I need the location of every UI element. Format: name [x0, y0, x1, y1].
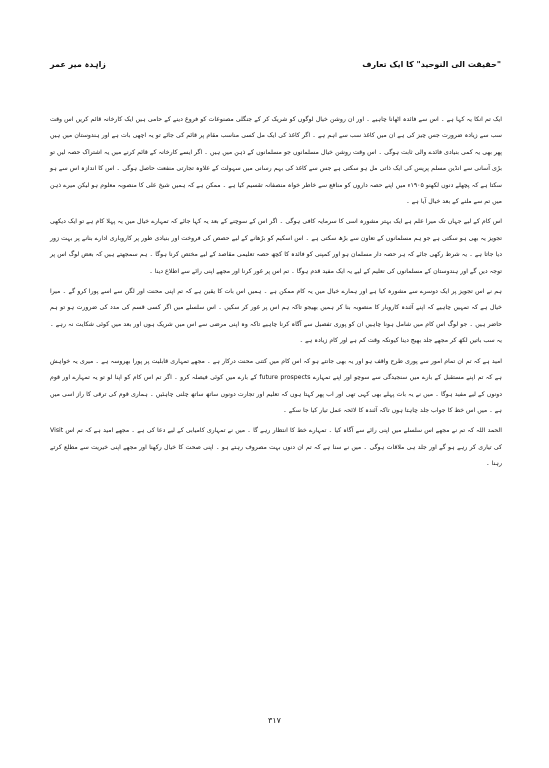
header-title: "حقیقت الی النوحید" کا ایک تعارف: [362, 60, 501, 69]
paragraph-3: ہم نے اس تجویز پر ایک دوسرے سے مشورہ کیا ہے اور ہمارے خیال میں یہ کام ممکن ہے ۔ ہمیں اس بات کا یقین ہے کہ تم اپنی محنت اور لگن سے اسے پورا کرو گے ۔ میرا خیال ہے کہ تمہیں چاہیے کہ اپنے آئندہ کاروبار کا منصوبہ بنا کر ہمیں بھیجو تاکہ ہم اس پر غور کر سکیں ۔ اس سلسلے میں اگر کسی قسم کی مدد کی ضرورت ہو تو ہم حاضر ہیں ۔ جو لوگ اس کام میں شامل ہونا چاہیں ان کو پوری تفصیل سے آگاہ کرنا چاہیے تاکہ وہ اپنی مرضی سے اس میں شریک ہوں اور بعد میں کوئی شکایت نہ رہے ۔ یہ سب باتیں لکھ کر مجھے جلد بھیج دینا کیونکہ وقت کم ہے اور کام زیادہ ہے ۔: [50, 288, 502, 345]
page-number: ۳۱۷: [268, 716, 281, 725]
running-header: [50, 58, 501, 72]
header-author: زاہدہ میر عمر: [50, 60, 106, 69]
postscript: الحمد اللہ کہ تم نے مجھے اس سلسلے میں اپنی رائے سے آگاہ کیا ۔ تمہارے خط کا انتظار رہے گا ۔ میں نے تمہاری کامیابی کے لیے دعا کی ہے ۔ مجھے امید ہے کہ تم اس Visit کی تیاری کر رہے ہو گے اور جلد ہی ملاقات ہوگی ۔ میں نے سنا ہے کہ تم ان دنوں بہت مصروف رہتے ہو ۔ اپنی صحت کا خیال رکھنا اور مجھے اپنی خیریت سے مطلع کرتے رہنا ۔: [50, 427, 502, 468]
paragraph-1: ایک تم انکا یہ کہا ہے ۔ اس سے فائدہ اٹھانا چاہیے ۔ اور ان روشن خیال لوگوں کو شریک کر کے جنگلی مصنوعات کو فروغ دینے کے حامی ہیں ایک کارخانہ قائم کریں اس وقت سب سے زیادہ ضرورت جس چیز کی ہے ان میں کاغذ سب سے اہم ہے ۔ اگر کاغذ کی ایک مل کسی مناسب مقام پر قائم کی جائے تو یہ اچھی بات ہے اور ہندوستان میں ہیں پھر بھی یہ کمی بنیادی فائدے والی ثابت ہوگی ۔ اس وقت روشن خیال مسلمانوں جو مسلمانوں کے ذہن میں ہیں ۔ اگر ایسے کارخانہ کے قائم کرنے میں یہ اشتراک حصہ لیں تو بڑی آسانی سے انڈین مسلم پریس کی ایک ذاتی مل ہو سکتی ہے جس سے کاغذ کی بہم رسانی میں سہولت کے علاوہ تجارتی منفعت حاصل ہوگی ۔ اس کا اندازہ اس سے ہو سکتا ہے کہ پچھلے دنوں لکھنو ۱۹۰۵ء میں اپنے حصہ داروں کو منافع سے خاطر خواہ منصفانہ تقسیم کیا ہے ۔ ممکن ہے کہ ہمیں شیخ علی کا منصوبہ معلوم ہو لیکن میرے ذہن میں تم سے ملنے کے بعد خیال آیا ہے ۔: [50, 116, 502, 206]
body-text: [50, 112, 502, 473]
paragraph-4: امید ہے کہ تم ان تمام امور سے پوری طرح واقف ہو اور یہ بھی جانتے ہو کہ اس کام میں کتنی محنت درکار ہے ۔ مجھے تمہاری قابلیت پر پورا بھروسہ ہے ۔ میری یہ خواہش ہے کہ تم اپنے مستقبل کے بارے میں سنجیدگی سے سوچو اور اپنے تمہارے future prospects کے بارے میں کوئی فیصلہ کرو ۔ اگر تم اس کام کو اپنا لو تو یہ تمہارے اور قوم دونوں کے لیے مفید ہوگا ۔ میں نے یہ بات پہلے بھی کہی تھی اور اب پھر کہتا ہوں کہ تعلیم اور تجارت دونوں ساتھ ساتھ چلنی چاہئیں ۔ ہماری قوم کی ترقی کا راز اسی میں ہے ۔ میں اس خط کا جواب جلد چاہتا ہوں تاکہ آئندہ کا لائحہ عمل تیار کیا جا سکے ۔: [50, 357, 502, 414]
paragraph-2: اس کام کے لیے جہاں تک میرا علم ہے ایک بہتر مشورہ اسی کا سرمایہ کافی ہوگی ۔ اگر اس کے سوچنے کے بعد یہ کہا جائے کہ تمہارے خیال میں یہ پہلا کام ہے تو ایک دیکھی تجویز یہ بھی ہو سکتی ہے جو ہم مسلمانوں کے تعاون سے بڑھ سکتی ہے ۔ اس اسکیم کو بڑھانے کے لیے حصص کی فروخت اور بنیادی طور پر کاروباری ادارے بنانے پر بہت زور دیا جاتا ہے ۔ یہ شرط رکھی جائے کہ ہر حصہ دار مسلمان ہو اور کمپنی کو فائدہ کا کچھ حصہ تعلیمی مقاصد کے لیے مختص کرنا ہوگا ۔ ہم سمجھتے ہیں کہ بعض لوگ اس پر توجہ دیں گے اور ہندوستان کے مسلمانوں کی تعلیم کے لیے یہ ایک مفید قدم ہوگا ۔ تم اس پر غور کرنا اور مجھے اپنی رائے سے اطلاع دینا ۔: [50, 218, 502, 275]
